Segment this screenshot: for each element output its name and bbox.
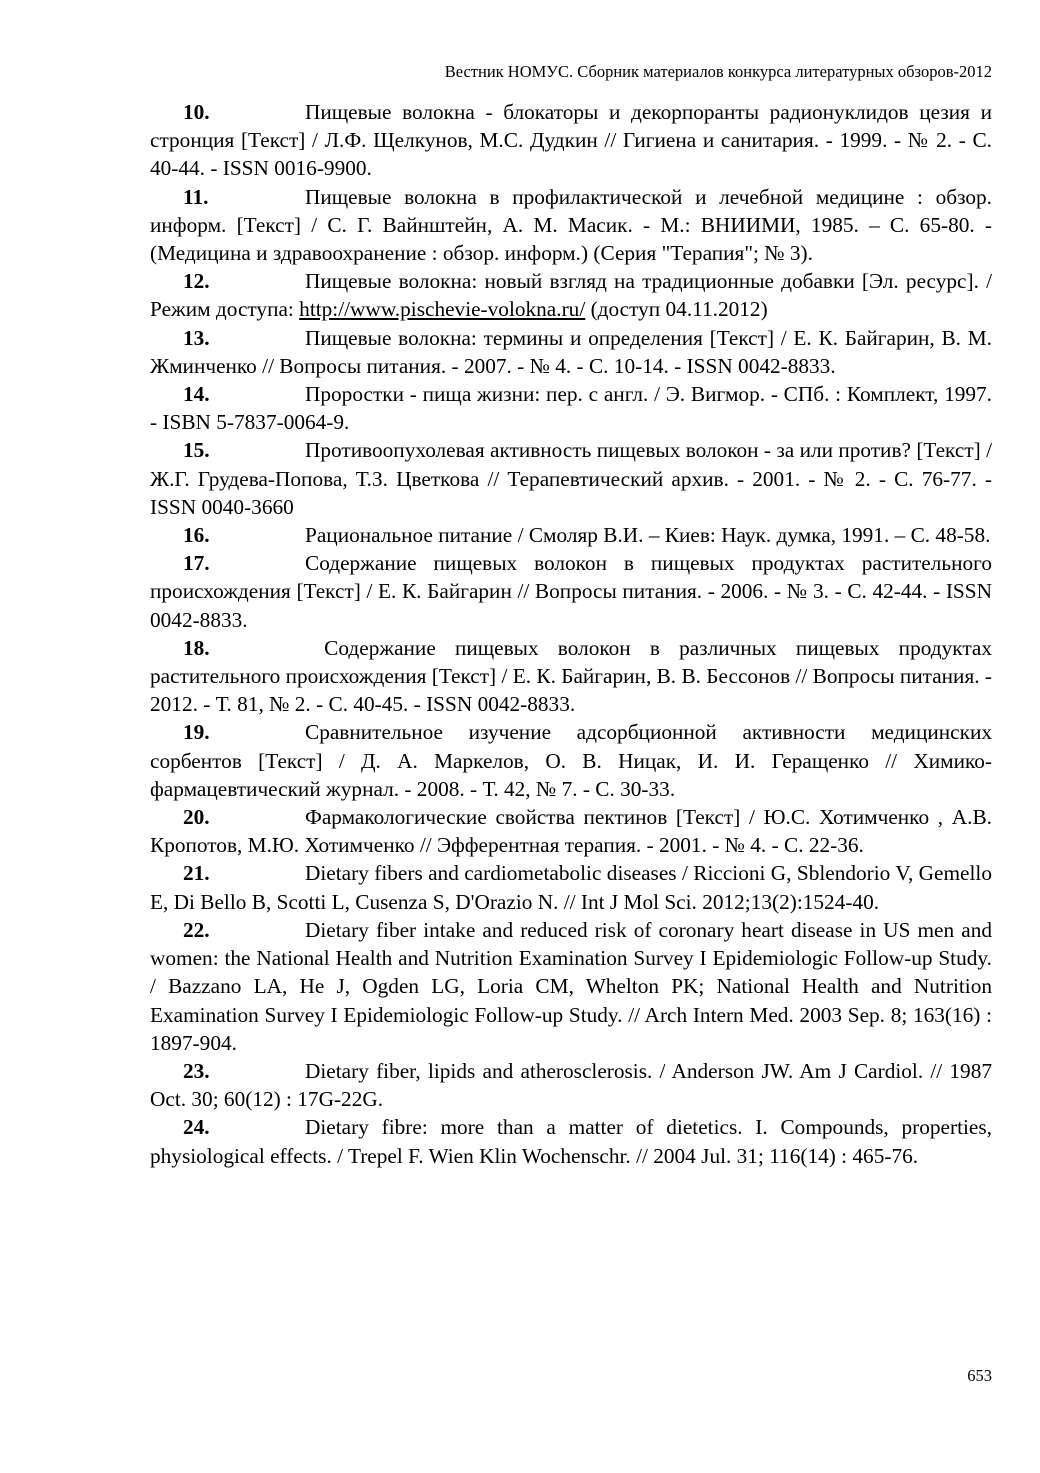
reference-item	[150, 324, 992, 380]
reference-item	[150, 1113, 992, 1169]
reference-link[interactable]: http://www.pischevie-volokna.ru/	[299, 297, 586, 322]
reference-item	[150, 718, 992, 803]
reference-number: 23.	[183, 1058, 210, 1083]
reference-text: Пищевые волокна: термины и определения [Текст] / Е. К. Байгарин, В. М. Жминченко // Вопросы питания. - 2007. - № 4. - С. 10-14. - ISSN 0042-8833.	[150, 325, 992, 378]
reference-item	[150, 183, 992, 268]
reference-item	[150, 549, 992, 634]
reference-number: 14.	[183, 382, 210, 407]
reference-text: Содержание пищевых волокон в различных пищевых продуктах растительного происхождения [Текст] / Е. К. Байгарин, В. В. Бессонов // Вопросы питания. - 2012. - Т. 81, № 2. - С. 40-45. - ISSN 0042-8833.	[150, 635, 992, 717]
reference-list	[150, 98, 992, 1170]
reference-text: Пищевые волокна в профилактической и лечебной медицине : обзор. информ. [Текст] / С. Г. Вайнштейн, А. М. Масик. - М.: ВНИИМИ, 1985. – С. 65-80. - (Медицина и здравоохранение : обзор. информ.) (Серия "Терапия"; № 3).	[150, 184, 992, 266]
reference-number: 21.	[183, 861, 210, 886]
reference-item	[150, 1057, 992, 1113]
reference-number: 24.	[183, 1115, 210, 1140]
reference-item	[150, 267, 992, 323]
reference-item	[150, 634, 992, 719]
reference-text: Пищевые волокна: новый взгляд на традиционные добавки [Эл. ресурс]. / Режим доступа:	[150, 269, 992, 322]
reference-item	[150, 380, 992, 436]
reference-number: 18.	[183, 635, 210, 660]
reference-number: 22.	[183, 917, 210, 942]
reference-item	[150, 859, 992, 915]
reference-number: 13.	[183, 325, 210, 350]
reference-text: Dietary fiber, lipids and atherosclerosis. / Anderson JW. Am J Cardiol. // 1987 Oct. 30; 60(12) : 17G-22G.	[150, 1058, 992, 1112]
page-number: 653	[967, 1366, 992, 1385]
reference-number: 15.	[183, 438, 210, 463]
reference-number: 17.	[183, 551, 210, 576]
reference-text: Сравнительное изучение адсорбционной активности медицинских сорбентов [Текст] / Д. А. Маркелов, О. В. Ницак, И. И. Геращенко // Химико-фармацевтический журнал. - 2008. - Т. 42, № 7. - С. 30-33.	[150, 720, 992, 801]
reference-text: Dietary fibre: more than a matter of dietetics. I. Compounds, properties, physiological effects. / Trepel F. Wien Klin Wochenschr. // 2004 Jul. 31; 116(14) : 465-76.	[150, 1115, 992, 1168]
reference-text: Пищевые волокна - блокаторы и декорпоранты радионуклидов цезия и стронция [Текст] / Л.Ф. Щелкунов, М.С. Дудкин // Гигиена и санитария. - 1999. - № 2. - С. 40-44. - ISSN 0016-9900.	[150, 100, 992, 181]
reference-number: 16.	[183, 523, 210, 548]
reference-item	[150, 436, 992, 521]
reference-number: 20.	[183, 805, 210, 830]
reference-text: Содержание пищевых волокон в пищевых продуктах растительного происхождения [Текст] / Е. К. Байгарин // Вопросы питания. - 2006. - № 3. - С. 42-44. - ISSN 0042-8833.	[150, 551, 992, 632]
reference-text: Dietary fiber intake and reduced risk of coronary heart disease in US men and women: the National Health and Nutrition Examination Survey I Epidemiologic Follow-up Study. / Bazzano LA, He J, Ogden LG, Loria CM, Whelton PK; National Health and Nutrition Examination Survey I Epidemiologic Follow-up Study. // Arch Intern Med. 2003 Sep. 8; 163(16) : 1897-904.	[150, 917, 992, 1055]
reference-text: Фармакологические свойства пектинов [Текст] / Ю.С. Хотимченко , А.В. Кропотов, М.Ю. Хотимченко // Эфферентная терапия. - 2001. - № 4. - С. 22-36.	[150, 805, 992, 858]
reference-number: 12.	[183, 269, 210, 294]
reference-text: Dietary fibers and cardiometabolic diseases / Riccioni G, Sblendorio V, Gemello E, Di Bello B, Scotti L, Cusenza S, D'Orazio N. // Int J Mol Sci. 2012;13(2):1524-40.	[150, 861, 992, 914]
reference-item	[150, 521, 992, 549]
reference-number: 10.	[183, 100, 210, 124]
reference-text: Рациональное питание / Смоляр В.И. – Киев: Наук. думка, 1991. – С. 48-58.	[305, 523, 991, 548]
reference-text: Проростки - пища жизни: пер. с англ. / Э. Вигмор. - СПб. : Комплект, 1997. - ISBN 5-7837-0064-9.	[150, 382, 992, 435]
reference-text: Противоопухолевая активность пищевых волокон - за или против? [Текст] / Ж.Г. Грудева-Попова, Т.З. Цветкова // Терапевтический архив. - 2001. - № 2. - С. 76-77. - ISSN 0040-3660	[150, 438, 992, 519]
reference-number: 11.	[183, 184, 209, 209]
reference-item	[150, 803, 992, 859]
reference-text-after: (доступ 04.11.2012)	[585, 297, 768, 322]
reference-item	[150, 98, 992, 183]
reference-item	[150, 916, 992, 1057]
reference-number: 19.	[183, 720, 210, 745]
running-header: Вестник НОМУС. Сборник материалов конкурса литературных обзоров-2012	[444, 62, 992, 81]
